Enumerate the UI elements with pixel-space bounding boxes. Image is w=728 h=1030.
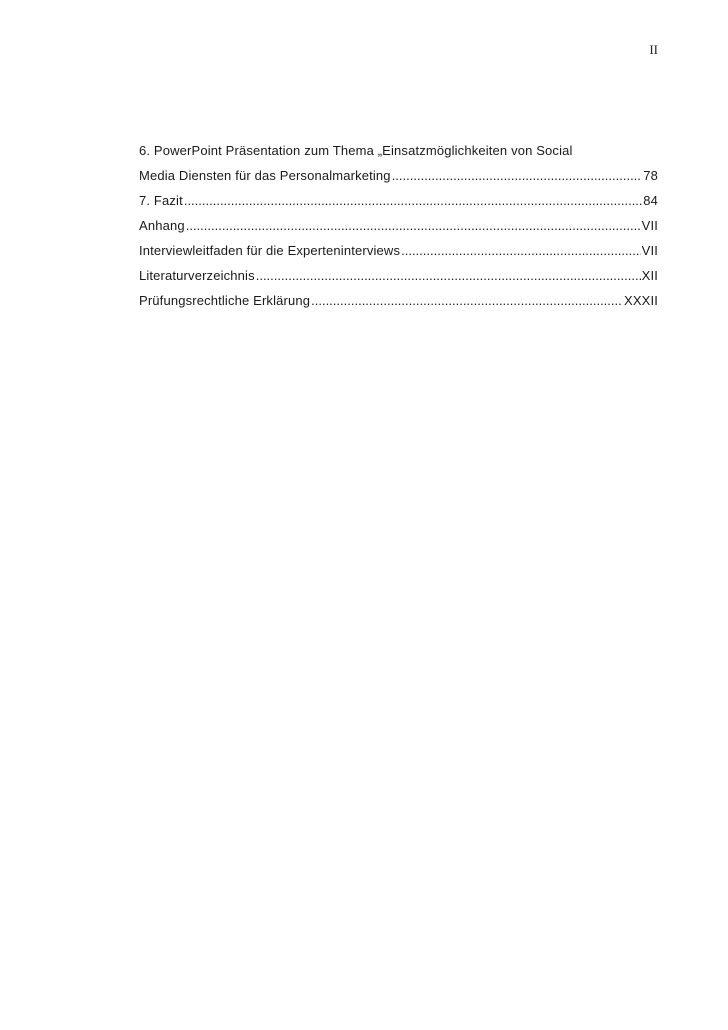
toc-entry-fazit[interactable]	[139, 188, 658, 213]
toc-entry-page: 78	[643, 168, 658, 183]
toc-entry-title: Anhang	[139, 218, 185, 233]
toc-dot-leader	[392, 163, 643, 188]
toc-entry-title-line2: Media Diensten für das Personalmarketing	[139, 168, 391, 183]
toc-dot-leader	[184, 188, 642, 213]
page-number: II	[649, 42, 658, 57]
toc-entry-title: 7. Fazit	[139, 193, 183, 208]
toc-entry-page: VII	[641, 243, 658, 258]
toc-entry-interviewleitfaden[interactable]	[139, 238, 658, 263]
toc-entry-title-line1: 6. PowerPoint Präsentation zum Thema „Einsatzmöglichkeiten von Social	[139, 143, 573, 158]
toc-entry-page: 84	[643, 193, 658, 208]
toc-entry-page: XII	[641, 268, 658, 283]
toc-entry-powerpoint[interactable]	[139, 138, 658, 188]
toc-entry-literaturverzeichnis[interactable]	[139, 263, 658, 288]
toc-entry-anhang[interactable]	[139, 213, 658, 238]
toc-entry-title: Interviewleitfaden für die Experteninterviews	[139, 243, 401, 258]
toc-entry-page: XXXII	[624, 293, 658, 308]
toc-entry-pruefungsrechtliche-erklaerung[interactable]	[139, 288, 658, 313]
toc-entry-title: Literaturverzeichnis	[139, 268, 255, 283]
toc-entry-title: Prüfungsrechtliche Erklärung	[139, 293, 311, 308]
toc-dot-leader	[311, 288, 623, 313]
toc-dot-leader	[186, 213, 641, 238]
toc-dot-leader	[401, 238, 641, 263]
toc-dot-leader	[256, 263, 641, 288]
toc-entry-page: VII	[641, 218, 658, 233]
table-of-contents	[139, 138, 658, 313]
